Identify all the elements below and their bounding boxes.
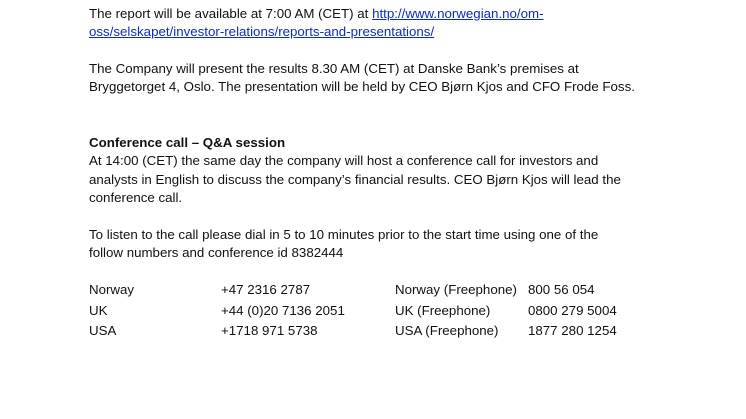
dial-line-1: To listen to the call please dial in 5 to 10 minutes prior to the start time using one of the <box>89 227 599 242</box>
conference-heading: Conference call – Q&A session <box>89 135 286 150</box>
freephone-label-cell: Norway (Freephone) <box>395 282 517 297</box>
freephone-label-cell: UK (Freephone) <box>395 303 491 318</box>
country-cell: UK <box>89 303 108 318</box>
report-line-1 <box>89 5 544 23</box>
presentation-line-2: Bryggetorget 4, Oslo. The presentation will be held by CEO Bjørn Kjos and CFO Frode Foss. <box>89 79 635 94</box>
phone-cell: +44 (0)20 7136 2051 <box>221 303 345 318</box>
presentation-line-1: The Company will present the results 8.30 AM (CET) at Danske Bank’s premises at <box>89 61 579 76</box>
phone-cell: +1718 971 5738 <box>221 323 318 338</box>
freephone-label-cell: USA (Freephone) <box>395 323 499 338</box>
conference-line-1: At 14:00 (CET) the same day the company will host a conference call for investors and <box>89 153 599 168</box>
report-link-part-2[interactable]: oss/selskapet/investor-relations/reports-and-presentations/ <box>89 24 435 39</box>
freephone-number-cell: 1877 280 1254 <box>528 323 617 338</box>
freephone-number-cell: 800 56 054 <box>528 282 595 297</box>
country-cell: Norway <box>89 282 135 297</box>
conference-line-3: conference call. <box>89 190 183 205</box>
conference-line-2: analysts in English to discuss the company’s financial results. CEO Bjørn Kjos will lead the <box>89 172 621 187</box>
country-cell: USA <box>89 323 117 338</box>
freephone-number-cell: 0800 279 5004 <box>528 303 617 318</box>
report-line-2 <box>89 23 434 41</box>
report-text: The report will be available at 7:00 AM (CET) at <box>89 6 373 21</box>
report-link-part-1[interactable]: http://www.norwegian.no/om- <box>372 6 544 21</box>
phone-cell: +47 2316 2787 <box>221 282 311 297</box>
dial-line-2: follow numbers and conference id 8382444 <box>89 245 344 260</box>
